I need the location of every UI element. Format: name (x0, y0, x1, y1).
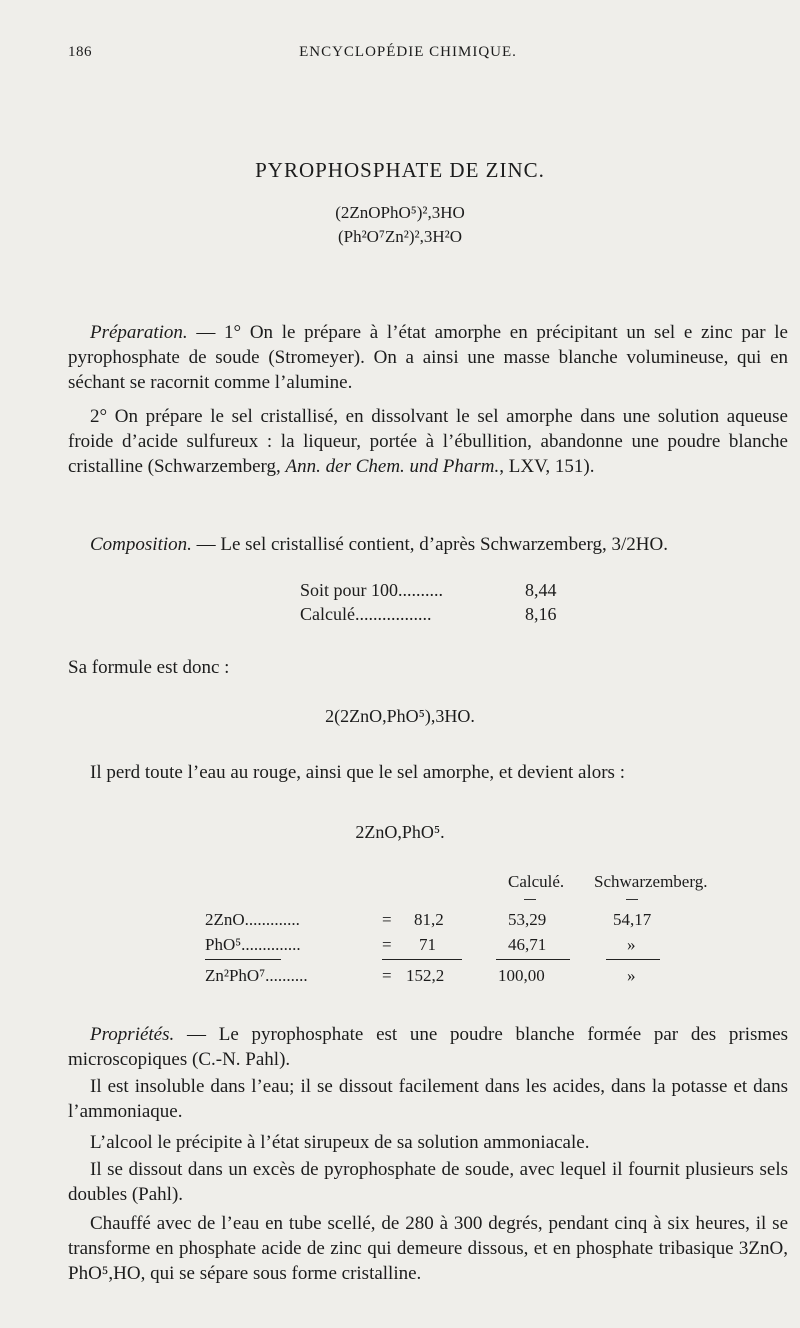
running-title: ENCYCLOPÉDIE CHIMIQUE. (299, 44, 517, 60)
formula-anhydrous: 2ZnO,PhO⁵. (355, 822, 445, 842)
table-row-3-schw: » (627, 966, 636, 985)
table-row-2-calc: 46,71 (508, 935, 547, 954)
properties-paragraph-4: Il se dissout dans un excès de pyrophosphate de soude, avec lequel il fournit plusieurs sels doubles (Pahl). (68, 1159, 788, 1206)
page-header (68, 44, 748, 68)
sum-rule-value (382, 959, 462, 960)
formula-equivalent: (2ZnOPhO⁵)²,3HO (335, 203, 465, 222)
table-row-2-schw: » (627, 935, 636, 954)
formula-intro: Sa formule est donc : (68, 657, 230, 678)
journal-reference: Ann. der Chem. und Pharm. (285, 456, 500, 478)
table-row-1-schw: 54,17 (613, 910, 652, 929)
properties-paragraph-1 (68, 1022, 788, 1072)
preparation-text-1: — 1° On le prépare à l’état amorphe en précipitant un sel e zinc par le pyrophosphate de soude (Stromeyer). On a ainsi une masse blanche volumineuse, qui en séchant se racornit comme l’alumine. (68, 322, 788, 394)
preparation-heading: Préparation. (90, 322, 188, 343)
composition-row-2-value: 8,16 (525, 604, 557, 624)
properties-paragraph-3: L’alcool le précipite à l’état sirupeux de sa solution ammoniacale. (90, 1132, 590, 1153)
table-row-2-eq: = (382, 935, 392, 954)
preparation-paragraph-2 (68, 404, 788, 480)
page-number: 186 (68, 44, 92, 60)
preparation-text-2-end: , LXV, 151). (499, 456, 595, 478)
table-row-1-label: 2ZnO............. (205, 910, 300, 929)
column-dash-schwarzemberg (626, 899, 638, 900)
properties-paragraph-5: Chauffé avec de l’eau en tube scellé, de 280 à 300 degrés, pendant cinq à six heures, il se transforme en phosphate acide de zinc qui demeure dissous, et en phosphate tribasique 3ZnO, PhO⁵,HO, qui se sépare sous forme cristalline. (68, 1213, 788, 1285)
sum-rule-calc (496, 959, 570, 960)
composition-heading: Composition. (90, 534, 192, 555)
table-row-3-value: 152,2 (406, 966, 445, 985)
properties-paragraph-2: Il est insoluble dans l’eau; il se dissout facilement dans les acides, dans la potasse et dans l’ammoniaque. (68, 1076, 788, 1123)
formula-atomic: (Ph²O⁷Zn²)²,3H²O (337, 227, 463, 246)
table-row-1-value: 81,2 (414, 910, 444, 929)
composition-paragraph (68, 532, 788, 557)
table-row-3-calc: 100,00 (498, 966, 545, 985)
composition-row-1-label: Soit pour 100.......... (300, 580, 444, 600)
preparation-paragraph-1 (68, 320, 788, 396)
properties-heading: Propriétés. (90, 1024, 175, 1045)
table-row-3-eq: = (382, 966, 392, 985)
water-loss-text: Il perd toute l’eau au rouge, ainsi que le sel amorphe, et devient alors : (90, 762, 625, 783)
composition-text: — Le sel cristallisé contient, d’après Schwarzemberg, 3/2HO. (191, 534, 668, 555)
properties-text-1: — Le pyrophosphate est une poudre blanche formée par des prismes microscopiques (C.-N. Pahl). (68, 1024, 788, 1071)
sum-rule-label (205, 959, 281, 960)
table-row-2-label: PhO⁵.............. (205, 935, 301, 954)
composition-row-1-value: 8,44 (525, 580, 557, 600)
table-row-3-label: Zn²PhO⁷.......... (205, 966, 308, 985)
table-row-1-calc: 53,29 (508, 910, 547, 929)
column-header-schwarzemberg: Schwarzemberg. (594, 872, 708, 891)
sum-rule-schw (606, 959, 660, 960)
section-title: PYROPHOSPHATE DE ZINC. (255, 158, 545, 182)
table-row-2-value: 71 (419, 935, 436, 954)
formula-deduced: 2(2ZnO,PhO⁵),3HO. (325, 706, 475, 726)
table-row-1-eq: = (382, 910, 392, 929)
column-header-calcule: Calculé. (508, 872, 565, 891)
preparation-text-2: 2° On prépare le sel cristallisé, en dissolvant le sel amorphe dans une solution aqueuse froide d’acide sulfureux : la liqueur, portée à l’ébullition, abandonne une poudre blanche cristalline (Schwarzemberg, (68, 406, 788, 478)
composition-row-2-label: Calculé................. (300, 604, 432, 624)
column-dash-calcule (524, 899, 536, 900)
